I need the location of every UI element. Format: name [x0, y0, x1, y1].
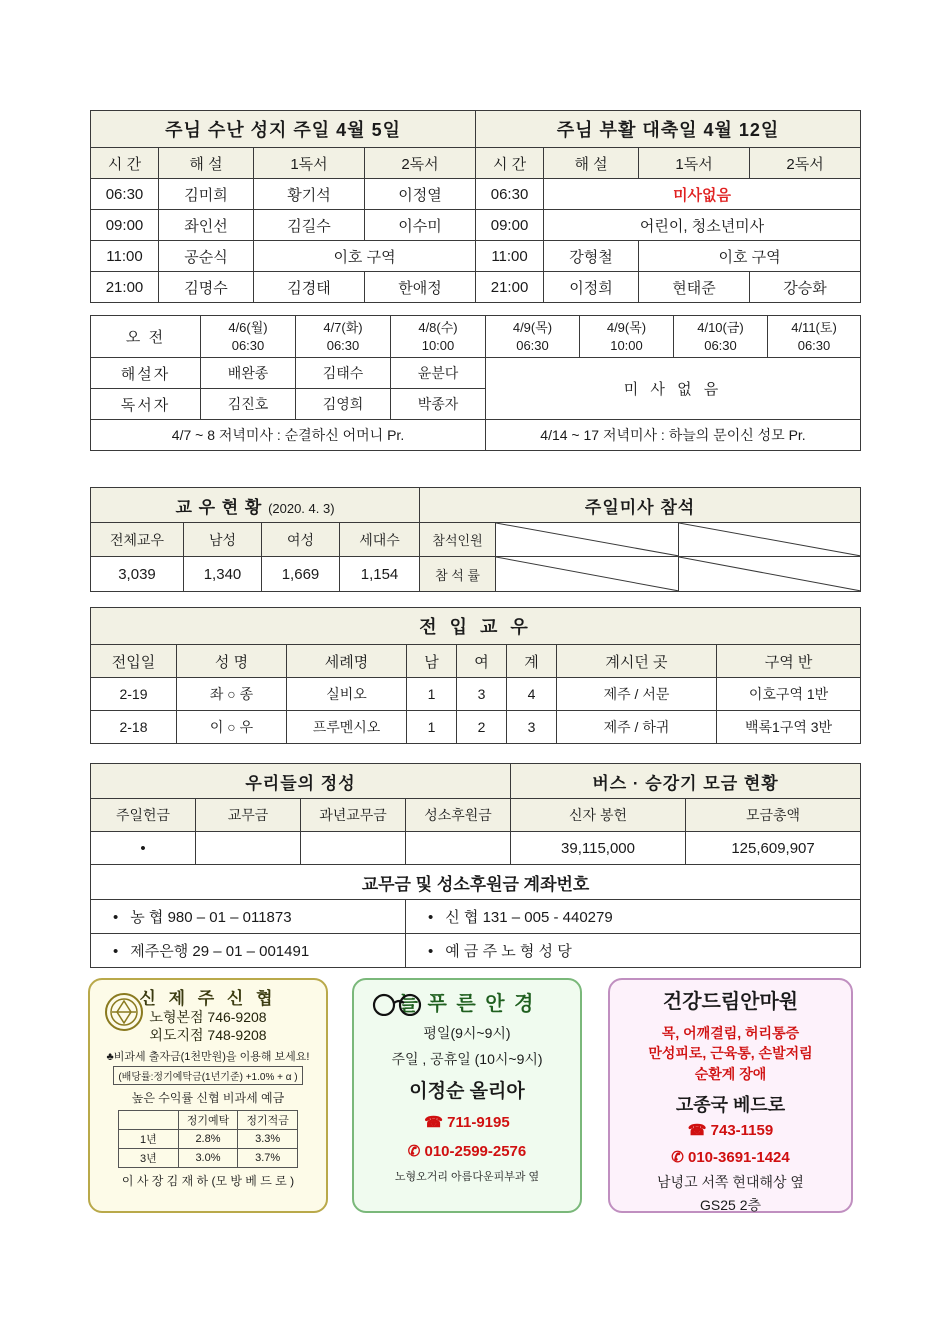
- col-header-reading1-right: 1독서: [639, 148, 750, 179]
- weekday-date-5: 4/9(목): [606, 320, 647, 335]
- left-schedule-title: 주님 수난 성지 주일 4월 5일: [91, 111, 476, 148]
- col-header-time-left: 시 간: [91, 148, 159, 179]
- left-reading2-1: 이정열: [365, 179, 476, 210]
- attendance-label-count: 참석인원: [420, 523, 496, 557]
- table-row: [91, 900, 861, 934]
- weekday-commentator-2: 김태수: [296, 358, 391, 389]
- optical-owner-name: 이정순 올리아: [409, 1081, 525, 1102]
- rate-header-deposit: 정기예탁: [178, 1111, 238, 1130]
- weekday-row-label-reader: 독서자: [91, 389, 201, 420]
- transfer-r2-previous: 제주 / 하귀: [557, 711, 717, 744]
- transfer-r2-name: 이 ○ 우: [177, 711, 287, 744]
- weekday-row-label-commentator: 해설자: [91, 358, 201, 389]
- optical-address: 노형오거리 아름다운피부과 옆: [394, 1171, 540, 1184]
- account-jeju-bank: • 제주은행 29 – 01 – 001491: [91, 934, 406, 968]
- account-title: 교무금 및 성소후원금 계좌번호: [91, 865, 861, 900]
- weekday-no-mass: 미 사 없 음: [486, 358, 861, 420]
- transfer-r2-district: 백록1구역 3반: [717, 711, 861, 744]
- rate-row1-term: 1년: [119, 1130, 179, 1149]
- shinhyup-branch-1: 노형본점 746-9208: [149, 1009, 267, 1026]
- weekday-date-6: 4/10(금): [697, 320, 744, 335]
- weekday-commentator-1: 배완종: [201, 358, 296, 389]
- left-commentator-4: 김명수: [159, 272, 254, 303]
- stats-header-female: 여성: [262, 523, 340, 557]
- table-row: [91, 241, 861, 272]
- weekday-note-right: 4/14 ~ 17 저녁미사 : 하늘의 문이신 성모 Pr.: [486, 420, 861, 451]
- table-row: [91, 711, 861, 744]
- ad-shinje-shinhyup[interactable]: [88, 978, 328, 1213]
- stats-title-cell: [91, 488, 420, 523]
- weekday-date-3: 4/8(수): [418, 320, 458, 335]
- table-row: [91, 799, 861, 832]
- left-reading1-2: 김길수: [254, 210, 365, 241]
- table-row: [91, 678, 861, 711]
- offering-left-title: 우리들의 정성: [91, 764, 511, 799]
- fund-value-donation: 39,115,000: [511, 832, 686, 865]
- col-header-reading2-right: 2독서: [750, 148, 861, 179]
- left-reading1-4: 김경태: [254, 272, 365, 303]
- rate-row2-term: 3년: [119, 1149, 179, 1168]
- right-schedule-title: 주님 부활 대축일 4월 12일: [476, 111, 861, 148]
- transfer-title: 전 입 교 우: [91, 608, 861, 645]
- shinhyup-rate-table: [118, 1110, 298, 1168]
- rate-row1-deposit: 2.8%: [178, 1130, 238, 1149]
- massage-mobile[interactable]: ✆ 010-3691-1424: [671, 1148, 790, 1166]
- fund-header-total: 모금총액: [686, 799, 861, 832]
- offering-value-sunday: •: [91, 832, 196, 865]
- table-row: [119, 1130, 298, 1149]
- left-time-3: 11:00: [91, 241, 159, 272]
- table-row: [91, 645, 861, 678]
- left-commentator-1: 김미희: [159, 179, 254, 210]
- stats-value-total: 3,039: [91, 557, 184, 592]
- transfer-r2-baptismal: 프루멘시오: [287, 711, 407, 744]
- shinhyup-note-rate: (배당률:정기예탁금(1년기준) +1.0% + α ): [113, 1066, 302, 1085]
- weekday-day-7: [768, 316, 861, 358]
- table-row: [91, 557, 861, 592]
- table-row: [91, 523, 861, 557]
- weekday-schedule-table: [90, 315, 860, 451]
- offering-value-pastdues: [301, 832, 406, 865]
- left-reading1-1: 황기석: [254, 179, 365, 210]
- parishioner-stats-table: [90, 487, 860, 592]
- transfer-r2-total: 3: [507, 711, 557, 744]
- right-commentator-4: 이정희: [544, 272, 639, 303]
- right-time-4: 21:00: [476, 272, 544, 303]
- stats-header-households: 세대수: [340, 523, 420, 557]
- massage-owner-name: 고종국 베드로: [675, 1094, 786, 1115]
- offering-value-vocation: [406, 832, 511, 865]
- weekday-day-1: [201, 316, 296, 358]
- offering-value-dues: [196, 832, 301, 865]
- transfer-r1-district: 이호구역 1반: [717, 678, 861, 711]
- massage-title: 건강드림안마원: [662, 991, 799, 1013]
- col-header-reading1-left: 1독서: [254, 148, 365, 179]
- stats-value-households: 1,154: [340, 557, 420, 592]
- transfer-r2-date: 2-18: [91, 711, 177, 744]
- left-commentator-3: 공순식: [159, 241, 254, 272]
- optical-title: 늘 푸 른 안 경: [398, 993, 536, 1015]
- stats-value-male: 1,340: [184, 557, 262, 592]
- weekday-date-7: 4/11(토): [791, 320, 837, 335]
- transfer-r1-previous: 제주 / 서문: [557, 678, 717, 711]
- left-reading2-2: 이수미: [365, 210, 476, 241]
- massage-phone[interactable]: ☎ 743-1159: [687, 1122, 774, 1140]
- fund-header-donation: 신자 봉헌: [511, 799, 686, 832]
- attendance-count-cell-2: [679, 523, 861, 557]
- offering-header-dues: 교무금: [196, 799, 301, 832]
- optical-phone[interactable]: ☎ 711-9195: [424, 1113, 510, 1131]
- weekday-day-2: [296, 316, 391, 358]
- transfer-r2-male: 1: [407, 711, 457, 744]
- col-header-time-right: 시 간: [476, 148, 544, 179]
- massage-service-2: 만성피로, 근육통, 손발저림: [648, 1045, 813, 1062]
- optical-hours-holiday: 주일 , 공휴일 (10시~9시): [391, 1050, 543, 1067]
- transfer-r1-name: 좌 ○ 종: [177, 678, 287, 711]
- left-time-2: 09:00: [91, 210, 159, 241]
- transfer-header-previous: 계시던 곳: [557, 645, 717, 678]
- shinhyup-note: ♣비과세 출자금(1천만원)을 이용해 보세요!: [106, 1051, 310, 1064]
- left-time-4: 21:00: [91, 272, 159, 303]
- stats-header-total: 전체교우: [91, 523, 184, 557]
- weekday-reader-2: 김영희: [296, 389, 391, 420]
- shinhyup-title: 신 제 주 신 협: [139, 989, 277, 1008]
- table-row: [91, 934, 861, 968]
- weekday-time-4: 06:30: [516, 337, 549, 353]
- right-time-1: 06:30: [476, 179, 544, 210]
- weekday-time-5: 10:00: [610, 337, 643, 353]
- transfer-header-male: 남: [407, 645, 457, 678]
- shinhyup-branch-2: 외도지점 748-9208: [149, 1026, 267, 1043]
- stats-title: 교 우 현 황: [175, 497, 263, 517]
- weekday-note-left: 4/7 ~ 8 저녁미사 : 순결하신 어머니 Pr.: [91, 420, 486, 451]
- left-district-3: 이호 구역: [254, 241, 476, 272]
- stats-value-female: 1,669: [262, 557, 340, 592]
- weekday-time-1: 06:30: [231, 337, 265, 353]
- weekday-time-2: 06:30: [326, 337, 360, 353]
- weekday-day-5: [580, 316, 674, 358]
- table-row: [91, 272, 861, 303]
- weekday-day-6: [674, 316, 768, 358]
- weekday-row-label-morning: 오 전: [91, 316, 201, 358]
- stats-header-male: 남성: [184, 523, 262, 557]
- transfer-header-date: 전입일: [91, 645, 177, 678]
- weekday-date-2: 4/7(화): [323, 320, 363, 335]
- table-row: [91, 210, 861, 241]
- weekday-reader-1: 김진호: [201, 389, 296, 420]
- optical-hours-weekday: 평일(9시~9시): [423, 1025, 511, 1041]
- table-row: [91, 358, 861, 389]
- right-reading2-4: 강승화: [750, 272, 861, 303]
- offering-header-vocation: 성소후원금: [406, 799, 511, 832]
- rate-header-savings: 정기적금: [238, 1111, 298, 1130]
- table-row: [91, 179, 861, 210]
- transfer-r2-female: 2: [457, 711, 507, 744]
- weekday-reader-3: 박종자: [391, 389, 486, 420]
- attendance-rate-cell-2: [679, 557, 861, 592]
- mass-schedule-table: [90, 110, 860, 303]
- left-time-1: 06:30: [91, 179, 159, 210]
- transfer-header-baptismal: 세례명: [287, 645, 407, 678]
- massage-address-1: 남녕고 서쪽 현대해상 옆: [657, 1174, 804, 1191]
- rate-header-blank: [119, 1111, 179, 1130]
- weekday-time-3: 10:00: [421, 337, 455, 353]
- col-header-reading2-left: 2독서: [365, 148, 476, 179]
- shinhyup-note-deposit: 높은 수익률 신협 비과세 예금: [131, 1091, 285, 1106]
- left-reading2-4: 한애정: [365, 272, 476, 303]
- offering-header-pastdues: 과년교무금: [301, 799, 406, 832]
- transfer-header-name: 성 명: [177, 645, 287, 678]
- weekday-time-6: 06:30: [704, 337, 737, 353]
- right-no-mass-1: 미사없음: [544, 179, 861, 210]
- transfer-r1-male: 1: [407, 678, 457, 711]
- rate-row2-savings: 3.7%: [238, 1149, 298, 1168]
- right-time-3: 11:00: [476, 241, 544, 272]
- right-youth-mass-2: 어린이, 청소년미사: [544, 210, 861, 241]
- optical-mobile[interactable]: ✆ 010-2599-2576: [407, 1142, 527, 1160]
- massage-services: [610, 1023, 851, 1084]
- shinhyup-logo-icon: [104, 992, 144, 1032]
- weekday-day-3: [391, 316, 486, 358]
- account-nonghyup: • 농 협 980 – 01 – 011873: [91, 900, 406, 934]
- weekday-day-4: [486, 316, 580, 358]
- right-district-3: 이호 구역: [639, 241, 861, 272]
- attendance-title: 주일미사 참석: [420, 488, 861, 523]
- attendance-label-rate: 참 석 률: [420, 557, 496, 592]
- offering-table: [90, 763, 860, 968]
- table-row: [91, 420, 861, 451]
- offering-right-title: 버스 · 승강기 모금 현황: [511, 764, 861, 799]
- right-reading1-4: 현태준: [639, 272, 750, 303]
- ad-neulpureun-optical[interactable]: [352, 978, 582, 1213]
- weekday-time-7: 06:30: [797, 337, 831, 353]
- massage-service-3: 순환계 장애: [694, 1065, 767, 1082]
- weekday-date-4: 4/9(목): [512, 320, 553, 335]
- transfer-r1-baptismal: 실비오: [287, 678, 407, 711]
- weekday-commentator-3: 윤분다: [391, 358, 486, 389]
- transfer-r1-date: 2-19: [91, 678, 177, 711]
- transfer-header-female: 여: [457, 645, 507, 678]
- attendance-rate-cell-1: [496, 557, 679, 592]
- offering-header-sunday: 주일헌금: [91, 799, 196, 832]
- massage-address-2: GS25 2층: [700, 1197, 761, 1214]
- rate-row2-deposit: 3.0%: [178, 1149, 238, 1168]
- new-parishioners-table: [90, 607, 860, 744]
- right-commentator-3: 강형철: [544, 241, 639, 272]
- weekday-date-1: 4/6(월): [228, 320, 268, 335]
- stats-title-date: (2020. 4. 3): [268, 500, 335, 516]
- transfer-header-total: 계: [507, 645, 557, 678]
- shinhyup-chairman: 이 사 장 김 재 하 (모 방 베 드 로 ): [121, 1174, 295, 1189]
- massage-service-1: 목, 어깨결림, 허리통증: [661, 1025, 800, 1041]
- rate-row1-savings: 3.3%: [238, 1130, 298, 1149]
- transfer-header-district: 구역 반: [717, 645, 861, 678]
- table-row: [91, 832, 861, 865]
- attendance-count-cell-1: [496, 523, 679, 557]
- transfer-r1-total: 4: [507, 678, 557, 711]
- col-header-commentator-left: 해 설: [159, 148, 254, 179]
- transfer-r1-female: 3: [457, 678, 507, 711]
- table-row: [91, 316, 861, 358]
- table-row: [119, 1149, 298, 1168]
- glasses-icon: [370, 992, 428, 1021]
- right-time-2: 09:00: [476, 210, 544, 241]
- left-commentator-2: 좌인선: [159, 210, 254, 241]
- fund-value-total: 125,609,907: [686, 832, 861, 865]
- account-shinhyup: • 신 협 131 – 005 - 440279: [406, 900, 861, 934]
- account-holder: • 예 금 주 노 형 성 당: [406, 934, 861, 968]
- col-header-commentator-right: 해 설: [544, 148, 639, 179]
- ad-geongang-dream-massage[interactable]: [608, 978, 853, 1213]
